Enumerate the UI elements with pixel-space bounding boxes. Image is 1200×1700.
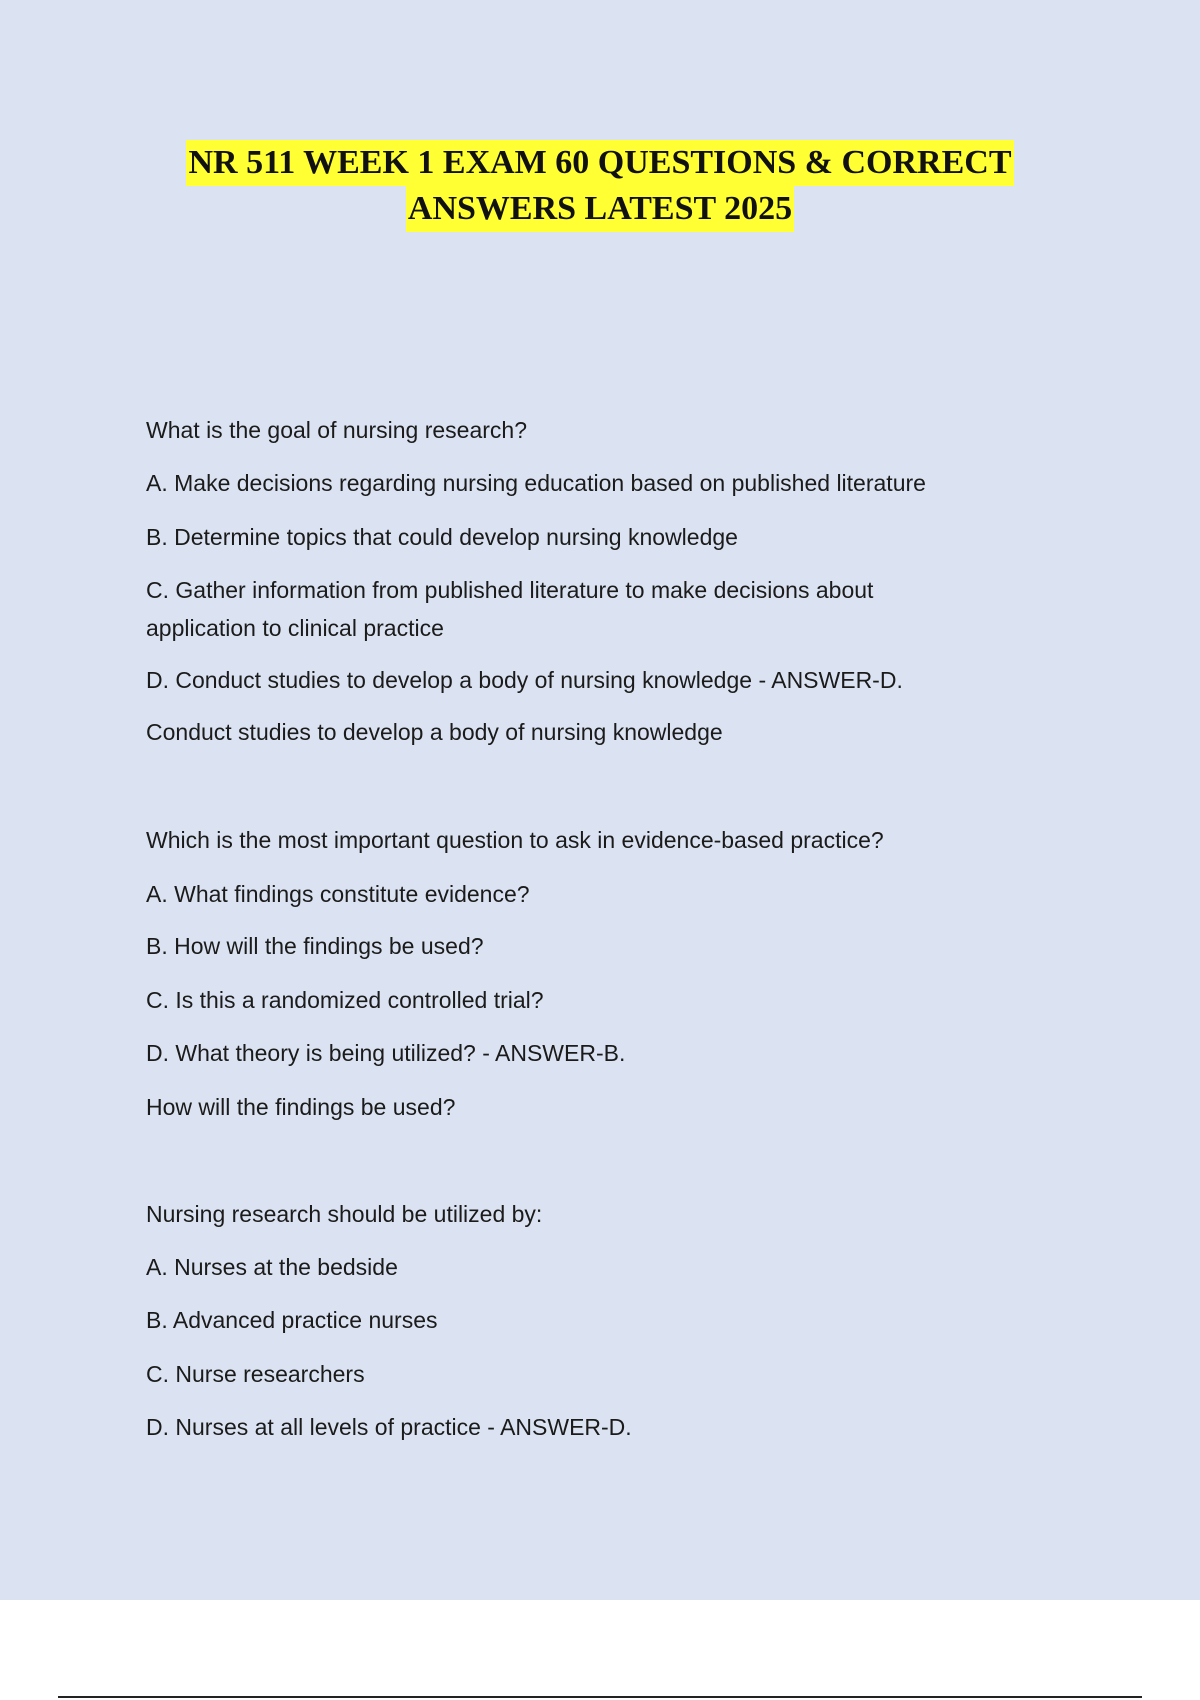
question-1-option-d: D. Conduct studies to develop a body of nursing knowledge - ANSWER-D. bbox=[146, 667, 903, 693]
question-2-option-a: A. What findings constitute evidence? bbox=[146, 881, 530, 907]
question-1-answer: Conduct studies to develop a body of nursing knowledge bbox=[146, 719, 723, 745]
question-3-text: Nursing research should be utilized by: bbox=[146, 1201, 543, 1227]
title-line-2: ANSWERS LATEST 2025 bbox=[406, 186, 794, 232]
question-3-option-b: B. Advanced practice nurses bbox=[146, 1307, 438, 1333]
question-1-option-c-continued: application to clinical practice bbox=[146, 615, 444, 641]
question-1-text: What is the goal of nursing research? bbox=[146, 417, 527, 443]
question-1-option-b: B. Determine topics that could develop nursing knowledge bbox=[146, 524, 738, 550]
question-2-option-d: D. What theory is being utilized? - ANSWER-B. bbox=[146, 1040, 626, 1066]
question-2-option-c: C. Is this a randomized controlled trial? bbox=[146, 987, 544, 1013]
question-1-option-c: C. Gather information from published literature to make decisions about bbox=[146, 577, 874, 603]
question-2-answer: How will the findings be used? bbox=[146, 1094, 456, 1120]
document-title bbox=[0, 140, 1200, 232]
question-3-option-d: D. Nurses at all levels of practice - ANSWER-D. bbox=[146, 1414, 632, 1440]
title-line-1: NR 511 WEEK 1 EXAM 60 QUESTIONS & CORRECT bbox=[186, 140, 1013, 186]
question-3-option-a: A. Nurses at the bedside bbox=[146, 1254, 398, 1280]
question-1-option-a: A. Make decisions regarding nursing education based on published literature bbox=[146, 470, 926, 496]
page-divider-line bbox=[58, 1696, 1142, 1698]
question-2-option-b: B. How will the findings be used? bbox=[146, 933, 484, 959]
question-2-text: Which is the most important question to ask in evidence-based practice? bbox=[146, 827, 884, 853]
question-3-option-c: C. Nurse researchers bbox=[146, 1361, 365, 1387]
